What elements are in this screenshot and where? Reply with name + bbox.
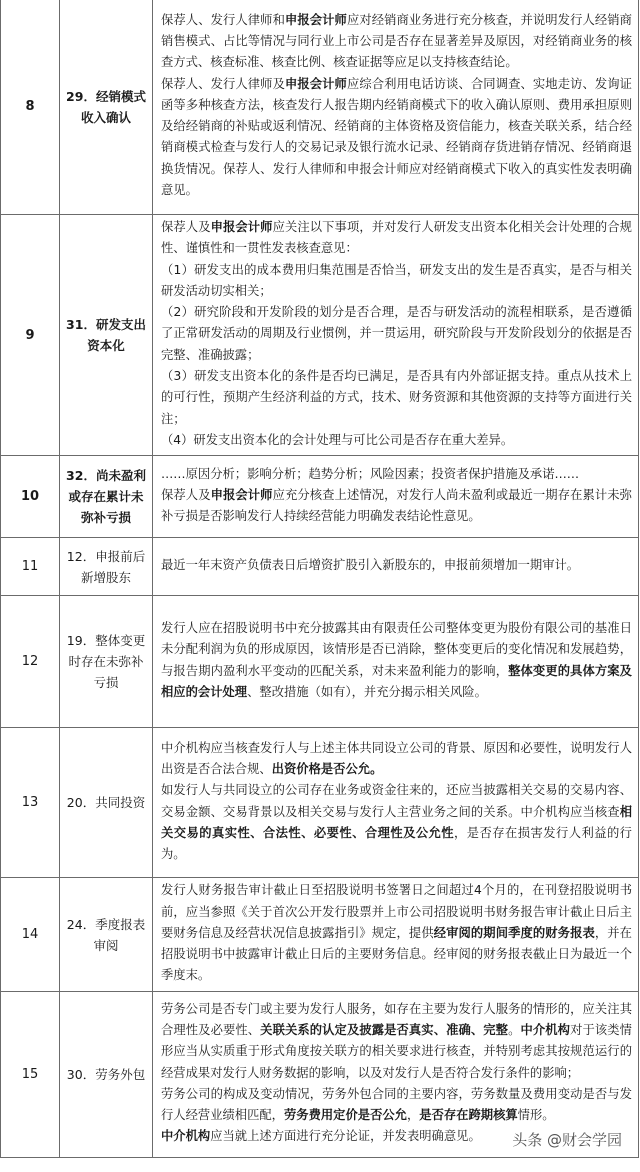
body-text: 如发行人与共同设立的公司存在业务或资金往来的，还应当披露相关交易的交易内容、交易金额、交易背景以及相关交易与发行人主营业务之间的关系。中介机构应当核查 <box>161 783 632 819</box>
row-topic: 24．季度报表审阅 <box>60 878 153 991</box>
emphasized-text: 出资价格是否公允。 <box>271 762 383 777</box>
row-content <box>153 456 639 538</box>
emphasized-text: 关联关系的认定及披露是否真实、准确、完整 <box>260 1023 509 1037</box>
body-text: （3）研发支出资本化的条件是否均已满足，是否具有内外部证据支持。重点从技术上的可行性，预期产生经济利益的方式，技术、财务资源和其他资源的支持等方面进行关注； <box>161 369 632 426</box>
row-content <box>153 596 639 728</box>
emphasized-text: 整体变更的具体方案及相应的会计处理 <box>161 663 632 700</box>
row-topic: 19．整体变更时存在未弥补亏损 <box>60 596 153 728</box>
row-topic: 29．经销模式收入确认 <box>60 0 153 215</box>
row-number: 10 <box>1 456 60 538</box>
row-number: 13 <box>1 728 60 878</box>
emphasized-text: 申报会计师 <box>210 488 273 503</box>
body-text: 应充分核查上述情况，对发行人尚未盈利或最近一期存在累计未弥补亏损是否影响发行人持续经营能力明确发表结论性意见。 <box>161 488 632 524</box>
body-text: 保荐人、发行人律师和 <box>161 12 285 27</box>
body-text: 、整改措施（如有），并充分揭示相关风险。 <box>247 685 487 700</box>
content-paragraph <box>161 366 632 430</box>
body-text: ， <box>406 1108 420 1123</box>
emphasized-text: 是否存在跨期核算 <box>419 1108 518 1123</box>
content-paragraph <box>161 430 632 451</box>
emphasized-text: 中介机构 <box>161 1129 211 1144</box>
table-row <box>1 596 639 728</box>
emphasized-text: 中介机构 <box>520 1023 571 1037</box>
row-number: 9 <box>1 215 60 456</box>
row-content <box>153 215 639 456</box>
row-topic: 32．尚未盈利或存在累计未弥补亏损 <box>60 456 153 538</box>
row-content <box>153 728 639 878</box>
emphasized-text: 申报会计师 <box>284 76 347 91</box>
table-row <box>1 538 639 596</box>
body-text: 。 <box>508 1023 521 1037</box>
emphasized-text: 申报会计师 <box>284 12 347 27</box>
body-text: ……原因分析；影响分析；趋势分析；风险因素；投资者保护措施及承诺…… <box>161 466 580 481</box>
row-number: 15 <box>1 991 60 1157</box>
body-text: （1）研发支出的成本费用归集范围是否恰当，研发支出的发生是否真实，是否与相关研发活动切实相关； <box>161 262 632 298</box>
body-text: 保荐人及 <box>161 220 211 234</box>
row-topic: 20．共同投资 <box>60 728 153 878</box>
content-paragraph <box>161 464 632 485</box>
content-paragraph <box>161 74 632 202</box>
table-row <box>1 0 639 215</box>
content-paragraph <box>161 217 632 260</box>
content-paragraph <box>161 555 632 576</box>
body-text: 发行人应在招股说明书中充分披露其由有限责任公司整体变更为股份有限公司的基准日未分配利润为负的形成原因，该情形是否已消除，整体变更后的变化情况和发展趋势，与报告期内盈利水平变动的匹配关系，对未来盈利能力的影响， <box>161 621 632 678</box>
content-paragraph <box>161 485 632 528</box>
row-number: 11 <box>1 538 60 596</box>
body-text: 情形。 <box>517 1108 555 1123</box>
content-paragraph <box>161 880 632 986</box>
content-paragraph <box>161 260 632 303</box>
content-paragraph <box>161 618 632 703</box>
body-text: 发行人财务报告审计截止日至招股说明书签署日之间超过4个月的，在刊登招股说明书前，应当参照《关于首次公开发行股票并上市公司招股说明书财务报告审计截止日后主要财务信息及经营状况信息披露指引》规定，提供 <box>161 883 632 940</box>
row-number: 12 <box>1 596 60 728</box>
row-topic: 31．研发支出资本化 <box>60 215 153 456</box>
row-topic: 12．申报前后新增股东 <box>60 538 153 596</box>
emphasized-text: 劳务费用定价是否公允 <box>283 1108 407 1123</box>
row-number: 8 <box>1 0 60 215</box>
table-row <box>1 728 639 878</box>
body-text: ，并在招股说明书中披露审计截止日后的主要财务信息。经审阅的财务报表截止日为最近一个季度末。 <box>161 925 632 983</box>
content-paragraph <box>161 780 632 865</box>
content-paragraph <box>161 10 632 74</box>
body-text: 劳务公司的构成及变动情况，劳务外包合同的主要内容，劳务数量及费用变动是否与发行人经营业绩相匹配， <box>161 1086 632 1123</box>
row-number: 14 <box>1 878 60 991</box>
table-row <box>1 456 639 538</box>
body-text: 劳务公司是否专门或主要为发行人服务，如存在主要为发行人服务的情形的，应关注其合理性及必要性、 <box>161 1001 632 1037</box>
body-text: 应对经销商业务进行充分核查，并说明发行人经销商销售模式、占比等情况与同行业上市公司是否存在显著差异及原因，对经销商业务的核查方式、核查标准、核查比例、核查证据等应足以支持核查结论。 <box>161 12 632 70</box>
content-paragraph <box>161 1084 632 1127</box>
row-topic: 30．劳务外包 <box>60 991 153 1157</box>
watermark: 头条 @财会学园 <box>508 1129 626 1150</box>
body-text: 应综合利用电话访谈、合同调查、实地走访、发询证函等多种核查方法，核查发行人报告期内经销商模式下的收入确认原则、费用承担原则及给经销商的补贴或返利情况、经销商的主体资格及资信能力，核查关联关系，结合经销商模式检查与发行人的交易记录及银行流水记录、经销商存货进销存情况、经销商退换货情况。保荐人、发行人律师和申报会计师应对经销商模式下收入的真实性发表明确意见。 <box>161 76 632 198</box>
emphasized-text: 申报会计师 <box>210 220 273 234</box>
table-row <box>1 878 639 991</box>
row-content <box>153 0 639 215</box>
emphasized-text: 经审阅的期间季度的财务报表 <box>433 925 595 940</box>
body-text: 最近一年末资产负债表日后增资扩股引入新股东的，申报前须增加一期审计。 <box>161 558 580 573</box>
body-text: 保荐人、发行人律师及 <box>161 76 285 91</box>
body-text: 对于该类情形应当从实质重于形式角度按关联方的相关要求进行核查，并特别考虑其按规范运行的经营成果对发行人财务数据的影响，以及对发行人是否符合发行条件的影响； <box>161 1023 632 1080</box>
body-text: （2）研究阶段和开发阶段的划分是否合理，是否与研发活动的流程相联系，是否遵循了正常研发活动的周期及行业惯例，并一贯运用，研究阶段与开发阶段划分的依据是否完整、准确披露； <box>161 305 632 362</box>
body-text: ，是否存在损害发行人利益的行为。 <box>161 826 632 862</box>
emphasized-text: 相关交易的真实性、合法性、必要性、合理性及公允性 <box>161 804 632 841</box>
row-content <box>153 538 639 596</box>
body-text: 保荐人及 <box>161 488 211 503</box>
content-paragraph <box>161 738 632 781</box>
body-text: 应关注以下事项，并对发行人研发支出资本化相关会计处理的合规性、谨慎性和一贯性发表核查意见： <box>161 220 632 256</box>
body-text: （4）研发支出资本化的会计处理与可比公司是否存在重大差异。 <box>161 432 514 447</box>
body-text: 应当就上述方面进行充分论证，并发表明确意见。 <box>210 1129 481 1144</box>
table-row <box>1 215 639 456</box>
content-paragraph <box>161 999 632 1084</box>
content-paragraph <box>161 302 632 366</box>
row-content <box>153 878 639 991</box>
body-text: 中介机构应当核查发行人与上述主体共同设立公司的背景、原因和必要性，说明发行人出资是否合法合规、 <box>161 740 632 777</box>
